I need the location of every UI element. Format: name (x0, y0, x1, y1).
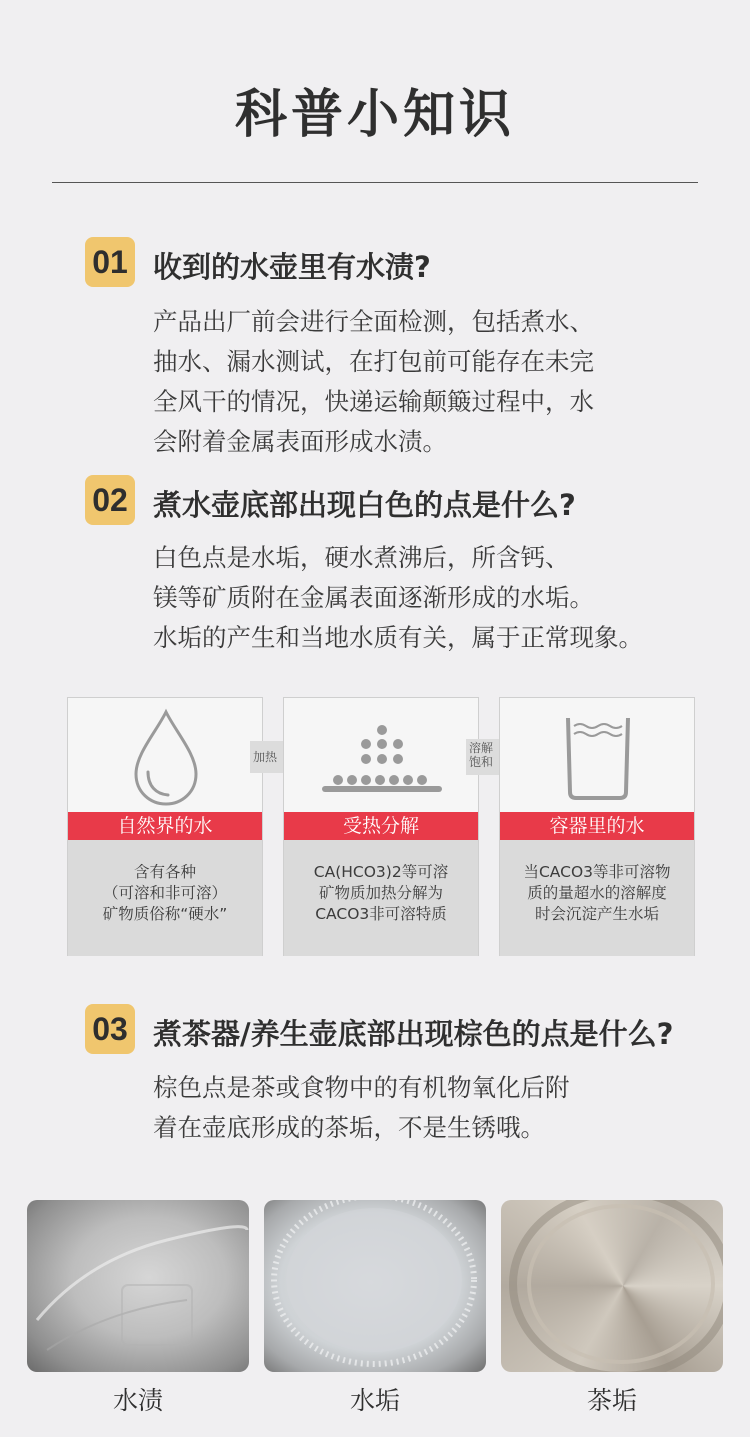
panel-label: 自然界的水 (68, 812, 262, 840)
desc-line: 含有各种 (133, 863, 196, 881)
answer-line: 产品出厂前会进行全面检测，包括煮水、 (153, 307, 594, 336)
section-answer (153, 1068, 663, 1148)
process-panel-natural-water (67, 697, 263, 956)
arrow-label: 溶解 (469, 741, 494, 755)
desc-line: （可溶和非可溶） (102, 884, 227, 902)
panel-icon-area (284, 698, 478, 812)
section-question: 煮茶器/养生壶底部出现棕色的点是什么? (153, 1017, 674, 1051)
section-number-badge: 03 (85, 1004, 135, 1054)
water-glass-icon (500, 698, 696, 812)
answer-line: 会附着金属表面形成水渍。 (153, 427, 447, 456)
tea-stain-photo (501, 1200, 723, 1372)
water-stain-photo (27, 1200, 249, 1372)
panel-icon-area (500, 698, 694, 812)
particles-icon (284, 698, 480, 812)
section-number-badge: 01 (85, 237, 135, 287)
panel-label: 容器里的水 (500, 812, 694, 840)
photo-caption: 水垢 (349, 1386, 400, 1415)
desc-line: 时会沉淀产生水垢 (534, 905, 659, 923)
section-question: 收到的水壶里有水渍? (153, 250, 431, 284)
answer-line: 抽水、漏水测试，在打包前可能存在未完 (153, 347, 594, 376)
section-question: 煮水壶底部出现白色的点是什么? (153, 488, 576, 522)
desc-line: CACO3非可溶特质 (315, 905, 447, 923)
desc-line: 质的量超水的溶解度 (527, 884, 667, 902)
panel-description (500, 840, 694, 956)
answer-line: 着在壶底形成的茶垢，不是生锈哦。 (153, 1113, 545, 1142)
tea-stain-image (501, 1200, 723, 1372)
answer-line: 全风干的情况，快递运输颠簸过程中，水 (153, 387, 594, 416)
water-drop-icon (68, 698, 264, 812)
water-stain-image (27, 1200, 249, 1372)
desc-line: 当CACO3等非可溶物 (523, 863, 671, 881)
arrow-label: 加热 (253, 750, 278, 764)
panel-label: 受热分解 (284, 812, 478, 840)
photo-caption: 茶垢 (586, 1386, 637, 1415)
answer-line: 白色点是水垢，硬水煮沸后，所含钙、 (153, 543, 570, 572)
section-number-badge: 02 (85, 475, 135, 525)
process-panel-decomposition (283, 697, 479, 956)
desc-line: CA(HCO3)2等可溶 (313, 863, 449, 881)
answer-line: 棕色点是茶或食物中的有机物氧化后附 (153, 1073, 570, 1102)
photo-caption: 水渍 (112, 1386, 163, 1415)
desc-line: 矿物质加热分解为 (318, 884, 443, 902)
answer-line: 水垢的产生和当地水质有关，属于正常现象。 (153, 623, 643, 652)
limescale-image (264, 1200, 486, 1372)
panel-description (68, 840, 262, 956)
section-answer (153, 538, 663, 658)
desc-line: 矿物质俗称“硬水” (102, 905, 228, 923)
page-title: 科普小知识 (234, 85, 515, 145)
limescale-photo (264, 1200, 486, 1372)
panel-icon-area (68, 698, 262, 812)
section-answer (153, 302, 663, 462)
panel-description (284, 840, 478, 956)
answer-line: 镁等矿质附在金属表面逐渐形成的水垢。 (153, 583, 594, 612)
arrow-label: 饱和 (469, 755, 494, 769)
title-divider (52, 182, 698, 183)
process-panel-container-water (499, 697, 695, 956)
